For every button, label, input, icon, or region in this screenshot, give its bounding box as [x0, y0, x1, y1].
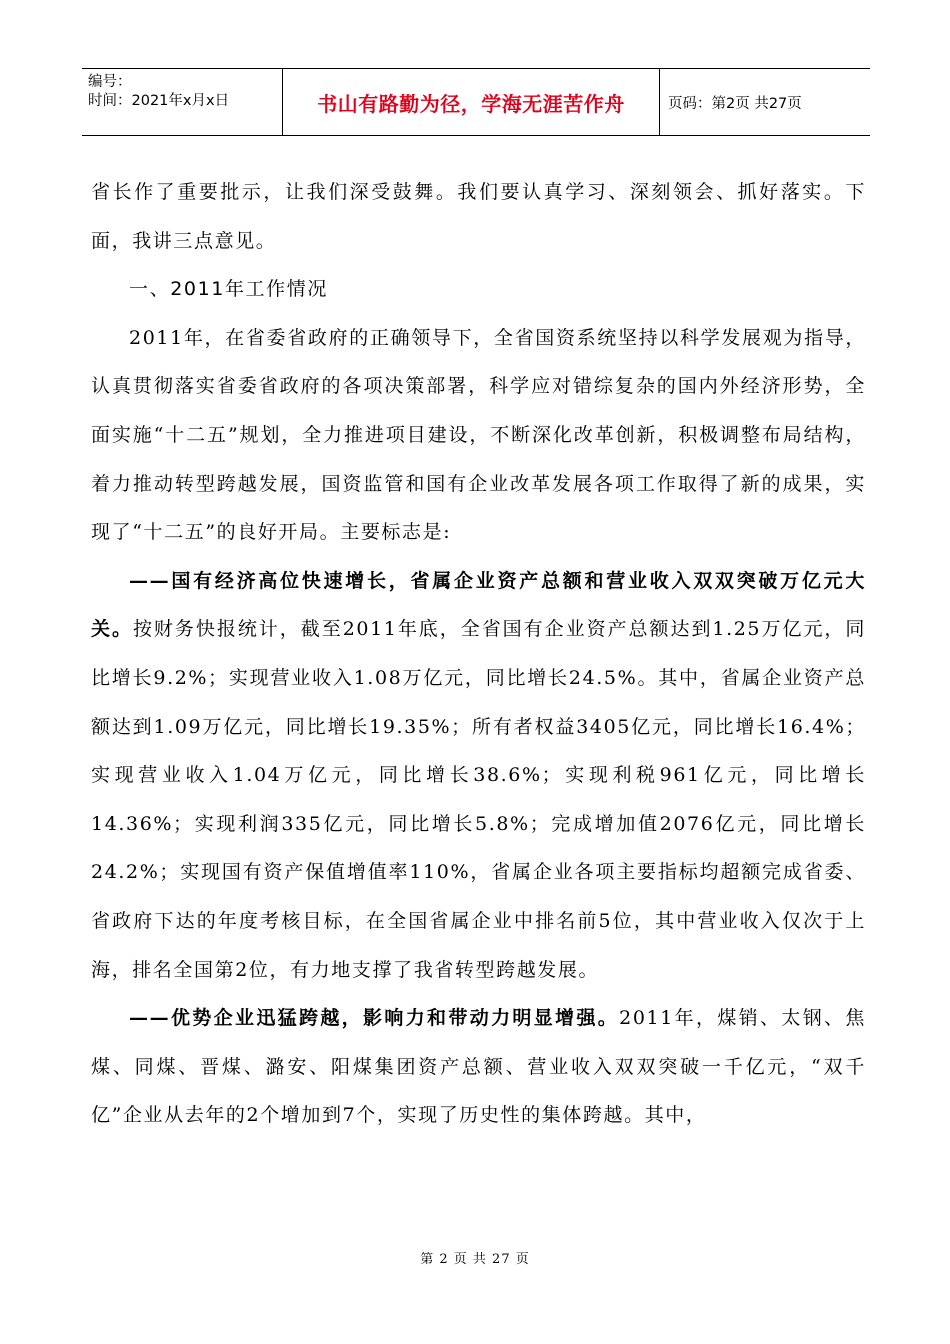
header-page-info: 页码：第2页 共27页	[668, 95, 802, 112]
page-header	[82, 68, 870, 136]
paragraph-body: 按财务快报统计，截至2011年底，全省国有企业资产总额达到1.25万亿元，同比增长9.2%；实现营业收入1.08万亿元，同比增长24.5%。其中，省属企业资产总额达到1.09万亿元，同比增长19.35%；所有者权益3405亿元，同比增长16.4%；实现营业收入1.04万亿元，同比增长38.6%；实现利税961亿元，同比增长14.36%；实现利润335亿元，同比增长5.8%；完成增加值2076亿元，同比增长24.2%；实现国有资产保值增值率110%，省属企业各项主要指标均超额完成省委、省政府下达的年度考核目标，在全国省属企业中排名前5位，其中营业收入仅次于上海，排名全国第2位，有力地支撑了我省转型跨越发展。	[91, 618, 866, 981]
section-heading: 一、2011年工作情况	[129, 278, 328, 301]
paragraph-overview: 2011年，在省委省政府的正确领导下，全省国资系统坚持以科学发展观为指导，认真贯彻落实省委省政府的各项决策部署，科学应对错综复杂的国内外经济形势，全面实施“十二五”规划，全力推进项目建设，不断深化改革创新，积极调整布局结构，着力推动转型跨越发展，国资监管和国有企业改革发展各项工作取得了新的成果，实现了“十二五”的良好开局。主要标志是:	[91, 326, 866, 544]
paragraph-economy-growth	[91, 557, 866, 994]
paragraph-body: 2011年，煤销、太钢、焦煤、同煤、晋煤、潞安、阳煤集团资产总额、营业收入双双突破一千亿元，“双千亿”企业从去年的2个增加到7个，实现了历史性的集体跨越。其中，	[91, 1007, 866, 1127]
paragraph-intro: 省长作了重要批示，让我们深受鼓舞。我们要认真学习、深刻领会、抓好落实。下面，我讲三点意见。	[91, 181, 866, 252]
paragraph-lead-bold: ——国有经济高位快速增长，省属企业资产总额和营业收入双双突破万亿元大关。	[91, 569, 866, 641]
document-body	[91, 168, 866, 1140]
paragraph-leading-enterprises	[91, 994, 866, 1140]
header-meta	[82, 69, 282, 135]
paragraph-lead-bold: ——优势企业迅猛跨越，影响力和带动力明显增强。	[129, 1007, 620, 1030]
header-motto: 书山有路勤为径，学海无涯苦作舟	[282, 69, 660, 135]
document-number-label: 编号：	[88, 74, 132, 90]
document-time-label: 时间：2021年x月x日	[88, 93, 230, 109]
page-footer: 第 2 页 共 27 页	[420, 1252, 530, 1267]
